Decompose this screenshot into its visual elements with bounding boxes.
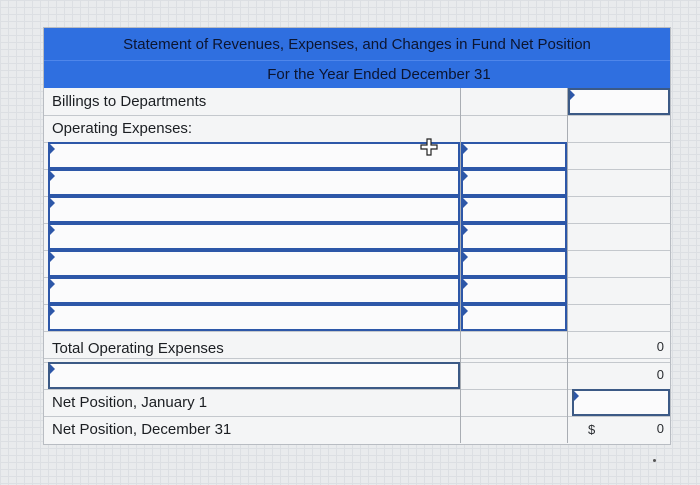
input-marker-icon [463,144,468,154]
row-net-position-dec [44,416,670,443]
row-billings [44,88,670,116]
expense-amount-input[interactable] [461,304,567,331]
billings-amount-input[interactable] [568,88,670,115]
expense-amount-input[interactable] [461,196,567,223]
expense-name-input[interactable] [48,277,460,304]
input-marker-icon [50,198,55,208]
input-marker-icon [574,391,579,401]
total-opex-mid-cell [461,334,568,362]
total-opex-label: Total Operating Expenses [52,340,224,357]
input-marker-icon [570,90,575,100]
expense-amount-input[interactable] [461,250,567,277]
expense-amount-input[interactable] [461,223,567,250]
billings-label: Billings to Departments [52,93,207,110]
total-opex-amount-cell [568,334,670,362]
total-opex-label-cell [44,334,461,362]
expense-name-input[interactable] [48,223,460,250]
expense-row [44,169,670,197]
net-position-jan-label: Net Position, January 1 [52,394,208,411]
operating-expenses-label-cell [44,115,461,142]
expense-row [44,196,670,224]
input-marker-icon [50,171,55,181]
operating-expenses-amount-cell [568,115,670,142]
financial-statement-table [43,27,671,445]
expense-name-input[interactable] [48,142,460,169]
statement-period-text: For the Year Ended December 31 [267,66,491,83]
net-position-dec-value: 0 [656,421,664,436]
input-marker-icon [463,306,468,316]
expense-row [44,304,670,332]
expense-row [44,250,670,278]
expense-row [44,142,670,170]
expense-name-input[interactable] [48,250,460,277]
row-net-position-jan [44,389,670,417]
operating-expenses-mid-cell [461,115,568,142]
expense-name-input[interactable] [48,169,460,196]
statement-period [44,61,670,88]
net-position-dec-label: Net Position, December 31 [52,421,232,438]
input-marker-icon [463,198,468,208]
expense-name-input[interactable] [48,304,460,331]
input-marker-icon [50,306,55,316]
input-marker-icon [50,279,55,289]
expense-row [44,223,670,251]
input-marker-icon [463,171,468,181]
billings-mid-cell [461,88,568,115]
billings-label-cell [44,88,461,115]
statement-title [44,28,670,61]
row-operating-expenses [44,115,670,143]
statement-title-text: Statement of Revenues, Expenses, and Changes in Fund Net Position [123,35,591,53]
row-total-operating-expenses [44,334,670,363]
expense-name-input[interactable] [48,196,460,223]
billings-amount-cell [568,88,670,115]
operating-expenses-label: Operating Expenses: [52,120,193,137]
expense-amount-input[interactable] [461,277,567,304]
input-marker-icon [463,279,468,289]
decorative-dot [653,459,656,462]
expense-row [44,277,670,305]
currency-symbol: $ [588,422,596,437]
input-marker-icon [463,225,468,235]
move-cursor-icon [420,138,438,156]
total-opex-value: 0 [656,339,664,354]
expense-amount-input[interactable] [461,142,567,169]
change-label-input[interactable] [48,362,460,389]
input-marker-icon [50,364,55,374]
net-position-jan-input[interactable] [572,389,670,416]
row-change-in-net-position [44,362,670,390]
input-marker-icon [50,252,55,262]
input-marker-icon [50,225,55,235]
expense-amount-input[interactable] [461,169,567,196]
input-marker-icon [463,252,468,262]
change-value: 0 [656,367,664,382]
input-marker-icon [50,144,55,154]
